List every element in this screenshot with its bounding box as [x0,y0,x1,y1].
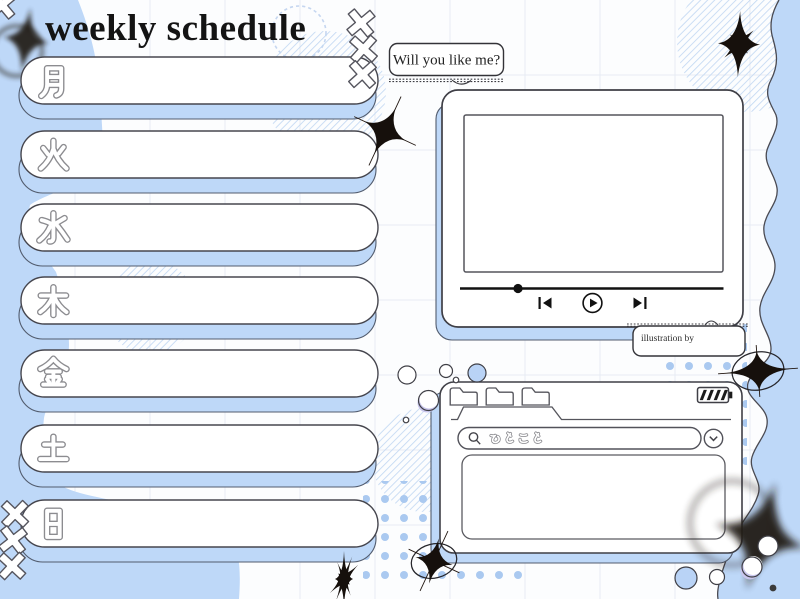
day-slot-tuesday[interactable] [21,131,378,178]
day-row-thursday [19,277,378,339]
day-row-monday [19,57,378,119]
bubble-circle [403,417,409,423]
browser-window [431,382,742,563]
bubble-circle [440,365,453,378]
day-row-tuesday [19,131,378,193]
bubble-circle [710,570,725,585]
play-button[interactable] [583,294,602,313]
bubble-circle [758,536,778,556]
browser-content-area[interactable] [462,455,725,539]
dropdown-button[interactable] [704,429,722,447]
progress-handle[interactable] [513,284,522,293]
bubble-circle [453,377,459,383]
small-dot [770,585,777,592]
day-row-wednesday [19,204,378,266]
media-player-window [436,90,743,340]
day-row-saturday [19,425,378,487]
day-row-friday [19,350,378,412]
bubble-circle [398,366,416,384]
day-slot-sunday[interactable] [21,500,378,547]
previous-icon [539,297,541,309]
day-slot-wednesday[interactable] [21,204,378,251]
credit-text: illustration by [641,334,695,344]
day-slot-saturday[interactable] [21,425,378,472]
credit-box [627,321,748,356]
day-row-sunday [19,500,378,562]
bubble-circle-blue [675,567,697,589]
bubble-circle-blue [468,364,486,382]
day-slot-monday[interactable] [21,57,378,104]
page-title: weekly schedule [45,8,307,49]
day-slot-thursday[interactable] [21,277,378,324]
battery-icon [698,388,733,403]
player-screen [464,115,723,272]
speech-bubble-text: Will you like me? [392,52,501,69]
chevron-circle [704,429,722,447]
day-slot-friday[interactable] [21,350,378,397]
next-icon [644,297,646,309]
